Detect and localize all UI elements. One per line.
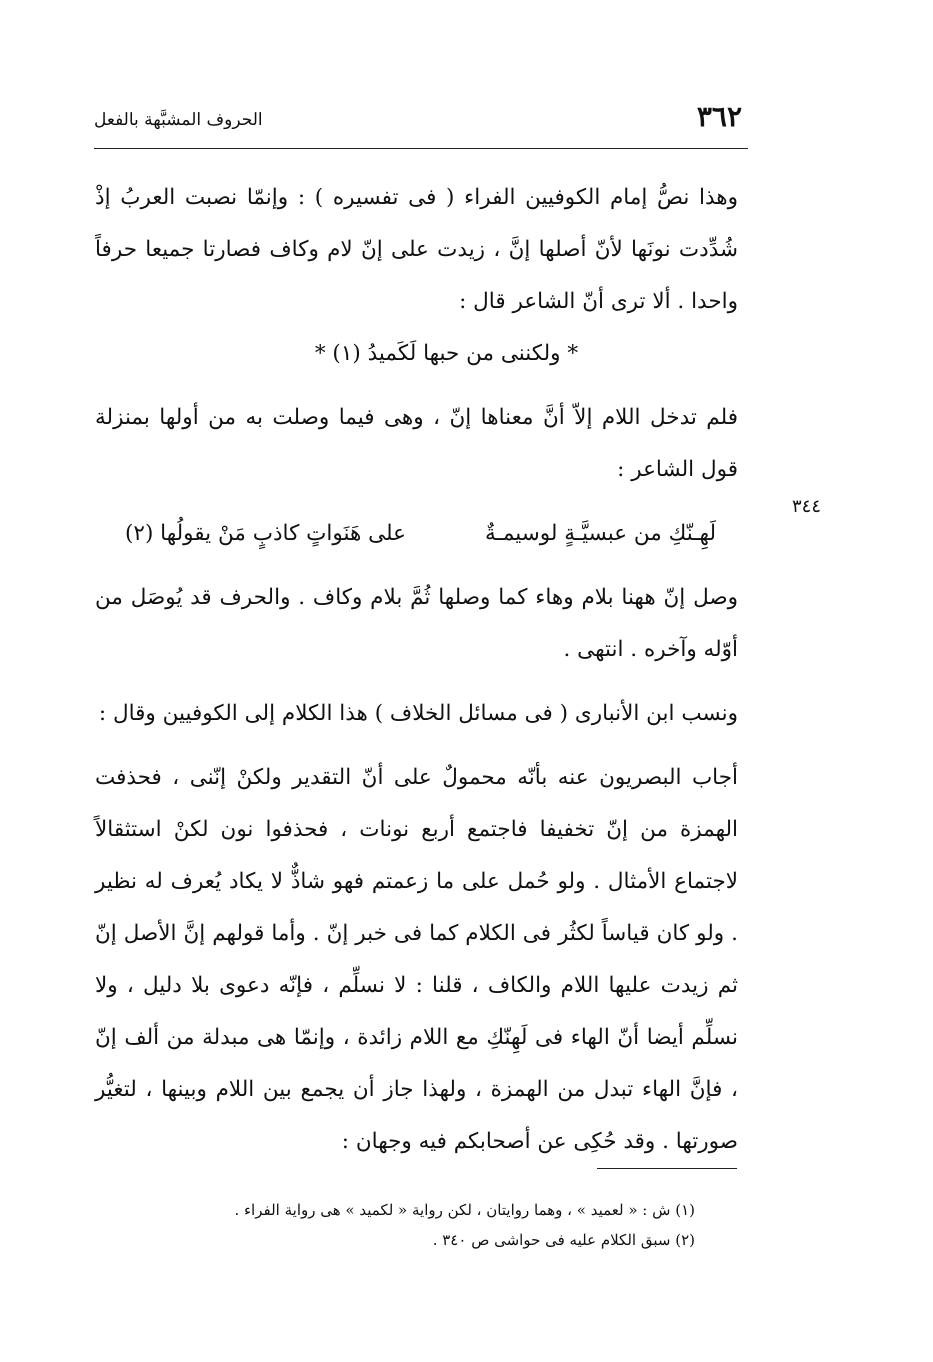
page-header xyxy=(94,100,748,149)
footnotes xyxy=(150,1195,695,1255)
running-title: الحروف المشبَّهة بالفعل xyxy=(94,110,263,130)
margin-page-reference: ٣٤٤ xyxy=(791,496,821,517)
paragraph-5: أجاب البصريون عنه بأنّه محمولٌ على أنّ التقدير ولكنْ إنّنى ، فحذفت الهمزة من إنّ تخفيفا فاجتمع أربع نونات ، فحذفوا نون لكنْ استثقالاً لاجتماع الأمثال . ولو حُمل على ما زعمتم فهو شاذٌّ لا يكاد يُعرف له نظير . ولو كان قياساً لكثُر فى الكلام كما فى خبر إنّ . وأما قولهم إنَّ الأصل إنّ ثم زيدت عليها اللام والكاف ، قلنا : لا نسلِّم ، فإنّه دعوى بلا دليل ، ولا نسلِّم أيضا أنّ الهاء فى لَهِنّكِ مع اللام زائدة ، وإنمّا هى مبدلة من ألف إنّ ، فإنَّ الهاء تبدل من الهمزة ، ولهذا جاز أن يجمع بين اللام وبينها ، لتغيُّر صورتها . وقد حُكِى عن أصحابكم فيه وجهان : xyxy=(95,765,738,1154)
page-number: ٣٦٢ xyxy=(696,100,742,133)
verse-quote: * ولكننى من حبها لَكَميدُ (١) * xyxy=(314,341,579,366)
footnote-2: (٢) سبق الكلام عليه فى حواشى ص ٣٤٠ . xyxy=(432,1231,695,1249)
footnote-1: (١) ش : « لعميد » ، وهما روايتان ، لكن رواية « لكميد » هى رواية الفراء . xyxy=(234,1201,695,1219)
paragraph-3: وصل إنّ ههنا بلام وهاء كما وصلها ثُمَّ بلام وكاف . والحرف قد يُوصَل من أوّله وآخره . انتهى . xyxy=(95,585,738,662)
paragraph-2: فلم تدخل اللام إلاّ أنَّ معناها إنّ ، وهى فيما وصلت به من أولها بمنزلة قول الشاعر : xyxy=(95,405,738,482)
poem-line xyxy=(95,508,738,560)
paragraph-4: ونسب ابن الأنبارى ( فى مسائل الخلاف ) هذا الكلام إلى الكوفيين وقال : xyxy=(98,701,738,726)
main-text xyxy=(95,172,738,1168)
paragraph-1: وهذا نصُّ إمام الكوفيين الفراء ( فى تفسيره ) : وإنمّا نصبت العربُ إذْ شُدِّدت نونَها لأنّ أصلها إنَّ ، زيدت على إنّ لام وكاف فصارتا جميعا حرفاً واحدا . ألا ترى أنّ الشاعر قال : xyxy=(95,185,738,314)
poem-hemistich-first: لَهِـنّكِ من عبسيَّـةٍ لوسيمـةٌ xyxy=(485,521,716,546)
poem-hemistich-second: على هَنَواتٍ كاذبٍ مَنْ يقولُها (٢) xyxy=(125,521,406,546)
footnote-divider xyxy=(597,1168,737,1169)
